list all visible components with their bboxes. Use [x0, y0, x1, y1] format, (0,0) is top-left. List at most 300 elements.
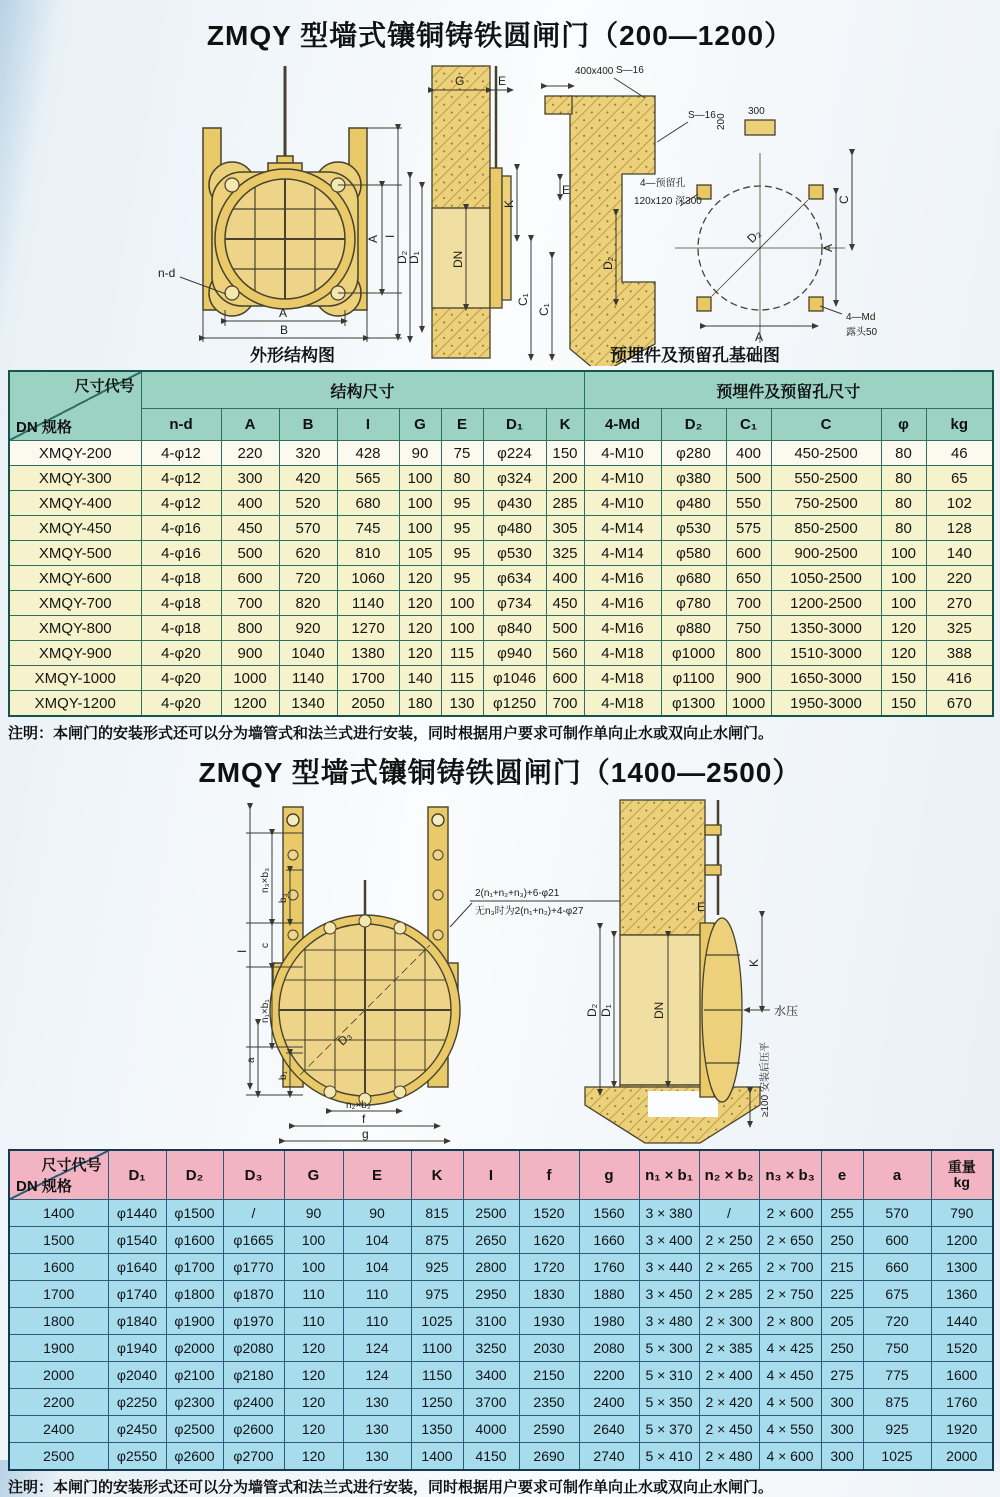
- table-cell: 400: [221, 491, 279, 516]
- table-cell: 115: [441, 641, 483, 666]
- table-cell: 2000: [931, 1443, 993, 1471]
- corner-top-label: 尺寸代号: [74, 378, 135, 395]
- table-cell: 2050: [337, 691, 399, 717]
- dim-D1-2: D₁: [599, 1004, 613, 1017]
- table-cell: 4-φ20: [141, 666, 221, 691]
- table-cell: 850-2500: [771, 516, 881, 541]
- table-cell: 300: [821, 1416, 863, 1443]
- table-cell: 46: [926, 441, 993, 466]
- table-cell: 2690: [519, 1443, 579, 1471]
- table-cell: 250: [821, 1335, 863, 1362]
- table-cell: 120: [881, 616, 926, 641]
- table-cell: 4-M16: [584, 591, 661, 616]
- front-view-drawing: [203, 66, 367, 316]
- table-cell: 1360: [931, 1281, 993, 1308]
- table-cell: 975: [411, 1281, 463, 1308]
- table-cell: 700: [726, 591, 771, 616]
- table-cell: 90: [399, 441, 441, 466]
- table-cell: 1040: [279, 641, 337, 666]
- label-loutou50: 露头50: [846, 327, 878, 338]
- table-cell: 1900: [9, 1335, 108, 1362]
- dim-n2b2: n₂×b₂: [346, 1100, 371, 1111]
- table-cell: 750-2500: [771, 491, 881, 516]
- dim-400x400: 400x400: [575, 66, 614, 77]
- page-title-1: ZMQY 型墙式镶铜铸铁圆闸门（200—1200）: [206, 20, 794, 51]
- table-cell: 600: [546, 666, 584, 691]
- dim-A-found-right: A: [821, 243, 835, 252]
- table-cell: 140: [926, 541, 993, 566]
- col-header: n₁ × b₁: [639, 1150, 699, 1200]
- table-cell: 110: [284, 1281, 343, 1308]
- table-cell: 1880: [579, 1281, 639, 1308]
- table-row: [9, 1443, 993, 1471]
- table-cell: 1520: [931, 1335, 993, 1362]
- table-cell: 4-M14: [584, 516, 661, 541]
- dim-f: f: [362, 1112, 366, 1126]
- table-cell: 1250: [411, 1389, 463, 1416]
- table-row: [9, 666, 993, 691]
- table-cell: 275: [821, 1362, 863, 1389]
- table-cell: 4-M18: [584, 691, 661, 717]
- table-cell: 130: [343, 1443, 411, 1471]
- dim-DN-side: DN: [451, 250, 465, 268]
- table-cell: φ1640: [108, 1254, 166, 1281]
- table-cell: 1800: [9, 1308, 108, 1335]
- col-header: E: [441, 409, 483, 441]
- table-cell: 120: [399, 641, 441, 666]
- dim-b1: b₁: [278, 1071, 289, 1080]
- table-cell: 4-φ12: [141, 441, 221, 466]
- dim-A-right: A: [366, 234, 380, 243]
- table-cell: 428: [337, 441, 399, 466]
- col-header: D₂: [166, 1150, 223, 1200]
- col-header: f: [519, 1150, 579, 1200]
- table-cell: φ530: [483, 541, 546, 566]
- table-cell: 120: [399, 566, 441, 591]
- table-cell: 90: [284, 1200, 343, 1227]
- table-cell: 1760: [931, 1389, 993, 1416]
- table-cell: 1760: [579, 1254, 639, 1281]
- table-cell: 200: [546, 466, 584, 491]
- note-1: [8, 722, 992, 743]
- table-cell: XMQY-1000: [9, 666, 141, 691]
- dim-200: 200: [716, 113, 727, 130]
- table-cell: φ840: [483, 616, 546, 641]
- table-cell: 1200: [221, 691, 279, 717]
- table-cell: XMQY-700: [9, 591, 141, 616]
- corner-top-label: 尺寸代号: [41, 1157, 102, 1174]
- note-text: 本闸门的安装形式还可以分为墙管式和法兰式进行安装，同时根据用户要求可制作单向止水或双向止水闸门。: [53, 725, 774, 742]
- table-cell: 95: [441, 541, 483, 566]
- table-cell: 420: [279, 466, 337, 491]
- table-cell: 815: [411, 1200, 463, 1227]
- table-cell: 2500: [463, 1200, 519, 1227]
- table-cell: 300: [221, 466, 279, 491]
- table-cell: 2590: [519, 1416, 579, 1443]
- table-cell: 300: [821, 1443, 863, 1471]
- table-row: [9, 1362, 993, 1389]
- table-cell: 925: [411, 1254, 463, 1281]
- table-cell: XMQY-1200: [9, 691, 141, 717]
- table-cell: 2 × 480: [699, 1443, 759, 1471]
- table-cell: 4-M14: [584, 541, 661, 566]
- table-cell: 80: [881, 466, 926, 491]
- table-cell: XMQY-400: [9, 491, 141, 516]
- dim-D1-side: D₁: [407, 251, 421, 264]
- table-row: [9, 441, 993, 466]
- table-cell: φ1800: [166, 1281, 223, 1308]
- table-cell: φ1440: [108, 1200, 166, 1227]
- table-cell: φ2040: [108, 1362, 166, 1389]
- table-cell: 4-M16: [584, 616, 661, 641]
- col-header: D₁: [483, 409, 546, 441]
- dim-C1-found: C₁: [537, 303, 551, 316]
- table-cell: 2 × 400: [699, 1362, 759, 1389]
- col-header: e: [821, 1150, 863, 1200]
- table-cell: φ1250: [483, 691, 546, 717]
- table-cell: 205: [821, 1308, 863, 1335]
- caption-foundation: 预埋件及预留孔基础图: [610, 346, 780, 365]
- table-cell: /: [699, 1200, 759, 1227]
- table-cell: 128: [926, 516, 993, 541]
- table-cell: 4 × 450: [759, 1362, 821, 1389]
- table-cell: φ1740: [108, 1281, 166, 1308]
- table-cell: 80: [881, 441, 926, 466]
- dim-n-d: n-d: [158, 266, 176, 280]
- table-cell: 875: [863, 1389, 931, 1416]
- table-cell: 4-φ20: [141, 641, 221, 666]
- table-cell: 1000: [221, 666, 279, 691]
- table-row: [9, 516, 993, 541]
- table-cell: 120: [284, 1443, 343, 1471]
- col-header: φ: [881, 409, 926, 441]
- table-cell: 1600: [931, 1362, 993, 1389]
- caption-outline: 外形结构图: [250, 346, 335, 365]
- table-cell: 4-φ16: [141, 516, 221, 541]
- table-cell: 650: [726, 566, 771, 591]
- col-header: D₂: [661, 409, 726, 441]
- table-cell: 4-M18: [584, 666, 661, 691]
- spec-table-1400-2500: [8, 1149, 994, 1471]
- table-cell: 105: [399, 541, 441, 566]
- dim-DN-2: DN: [652, 1001, 666, 1019]
- table-cell: 270: [926, 591, 993, 616]
- table-row: [9, 1335, 993, 1362]
- table-cell: XMQY-500: [9, 541, 141, 566]
- corner-bottom-label: DN 规格: [16, 1178, 72, 1195]
- corner-header-1: [9, 371, 141, 441]
- table-cell: 1400: [411, 1443, 463, 1471]
- dim-n3b3: n₃×b₃: [260, 867, 271, 893]
- table-cell: 450-2500: [771, 441, 881, 466]
- table-cell: 140: [399, 666, 441, 691]
- table-cell: 80: [881, 491, 926, 516]
- table-cell: φ1940: [108, 1335, 166, 1362]
- table-cell: 1620: [519, 1227, 579, 1254]
- table-cell: 800: [726, 641, 771, 666]
- table-cell: 100: [284, 1254, 343, 1281]
- table-cell: 720: [863, 1308, 931, 1335]
- table-cell: 1600: [9, 1254, 108, 1281]
- table-cell: φ2300: [166, 1389, 223, 1416]
- table-cell: 1700: [337, 666, 399, 691]
- col-header: D₃: [223, 1150, 284, 1200]
- table-cell: 700: [221, 591, 279, 616]
- table-cell: 130: [343, 1416, 411, 1443]
- table-cell: 4 × 425: [759, 1335, 821, 1362]
- table-cell: 925: [863, 1416, 931, 1443]
- table-cell: 1830: [519, 1281, 579, 1308]
- dim-D2-2: D₂: [585, 1003, 599, 1017]
- table-cell: 120: [284, 1362, 343, 1389]
- dim-D2-circle: D₂: [744, 226, 764, 246]
- annotation-bolts-2: 无n₃时为2(n₁+n₂)+4-φ27: [475, 906, 584, 917]
- col-header: E: [343, 1150, 411, 1200]
- table-cell: 500: [221, 541, 279, 566]
- table-cell: φ1500: [166, 1200, 223, 1227]
- table-cell: 575: [726, 516, 771, 541]
- table-cell: 150: [881, 691, 926, 717]
- table-cell: φ1600: [166, 1227, 223, 1254]
- table-cell: 4000: [463, 1416, 519, 1443]
- label-install-flat: ≥100 安装后压平: [760, 1042, 771, 1117]
- col-header: D₁: [108, 1150, 166, 1200]
- dim-K-2: K: [747, 958, 761, 967]
- table-cell: φ1300: [661, 691, 726, 717]
- table-cell: 150: [546, 441, 584, 466]
- table-cell: 3100: [463, 1308, 519, 1335]
- table-cell: φ2600: [166, 1443, 223, 1471]
- table-cell: XMQY-600: [9, 566, 141, 591]
- table-cell: φ2400: [223, 1389, 284, 1416]
- table-cell: φ280: [661, 441, 726, 466]
- table-cell: 1000: [726, 691, 771, 717]
- dim-D2-side: D₂: [395, 250, 409, 264]
- table-cell: φ324: [483, 466, 546, 491]
- table-cell: φ430: [483, 491, 546, 516]
- table-cell: 3400: [463, 1362, 519, 1389]
- table-cell: 3 × 480: [639, 1308, 699, 1335]
- table-cell: 3 × 450: [639, 1281, 699, 1308]
- table-row: [9, 1281, 993, 1308]
- col-header: B: [279, 409, 337, 441]
- table-cell: 2800: [463, 1254, 519, 1281]
- table-cell: 300: [821, 1389, 863, 1416]
- table-cell: 100: [441, 616, 483, 641]
- table-cell: φ380: [661, 466, 726, 491]
- note-text: 本闸门的安装形式还可以分为墙管式和法兰式进行安装，同时根据用户要求可制作单向止水或双向止水闸门。: [53, 1479, 774, 1496]
- table-cell: 2150: [519, 1362, 579, 1389]
- table-cell: 180: [399, 691, 441, 717]
- table-cell: 80: [881, 516, 926, 541]
- drawing-1400-2500: [0, 795, 1000, 1145]
- note-label: 注明：: [8, 1479, 54, 1496]
- table-row: [9, 541, 993, 566]
- table-cell: 4 × 600: [759, 1443, 821, 1471]
- note-label: 注明：: [8, 725, 54, 742]
- dim-A-found-bottom: A: [755, 330, 764, 344]
- table-cell: 416: [926, 666, 993, 691]
- table-row: [9, 466, 993, 491]
- table-cell: 680: [337, 491, 399, 516]
- table-cell: 1510-3000: [771, 641, 881, 666]
- col-header: 4-Md: [584, 409, 661, 441]
- table-cell: 225: [821, 1281, 863, 1308]
- corner-header-2: [9, 1150, 108, 1200]
- table-cell: 720: [279, 566, 337, 591]
- col-header: K: [546, 409, 584, 441]
- table-cell: 100: [399, 516, 441, 541]
- table-cell: 100: [881, 591, 926, 616]
- table-cell: 120: [284, 1335, 343, 1362]
- table-cell: 65: [926, 466, 993, 491]
- table-cell: 5 × 370: [639, 1416, 699, 1443]
- table-cell: φ2500: [166, 1416, 223, 1443]
- table-cell: 1350-3000: [771, 616, 881, 641]
- table-cell: 450: [221, 516, 279, 541]
- table-cell: 500: [546, 616, 584, 641]
- table-row: [9, 1308, 993, 1335]
- table-cell: 3 × 380: [639, 1200, 699, 1227]
- table-cell: φ1540: [108, 1227, 166, 1254]
- front-view-drawing-2: [270, 807, 460, 1105]
- table-cell: 2 × 450: [699, 1416, 759, 1443]
- table-cell: XMQY-900: [9, 641, 141, 666]
- table-cell: 550-2500: [771, 466, 881, 491]
- side-section-drawing: [432, 66, 511, 358]
- table-cell: 4-φ12: [141, 491, 221, 516]
- label-s16-top: S—16: [616, 65, 644, 76]
- table-cell: 1720: [519, 1254, 579, 1281]
- table-cell: /: [223, 1200, 284, 1227]
- table-cell: 285: [546, 491, 584, 516]
- table-row: [9, 1389, 993, 1416]
- table-cell: 1930: [519, 1308, 579, 1335]
- table-cell: φ2550: [108, 1443, 166, 1471]
- table-cell: φ2450: [108, 1416, 166, 1443]
- table-cell: 2650: [463, 1227, 519, 1254]
- col-header: C: [771, 409, 881, 441]
- table-cell: 700: [546, 691, 584, 717]
- table-cell: 1300: [931, 1254, 993, 1281]
- table-cell: 102: [926, 491, 993, 516]
- table-cell: 660: [863, 1254, 931, 1281]
- table-cell: 124: [343, 1335, 411, 1362]
- table-cell: 790: [931, 1200, 993, 1227]
- table-cell: 110: [284, 1308, 343, 1335]
- table-cell: 215: [821, 1254, 863, 1281]
- table-cell: 320: [279, 441, 337, 466]
- table-cell: 4-φ18: [141, 566, 221, 591]
- table-cell: 250: [821, 1227, 863, 1254]
- table-cell: 2400: [579, 1389, 639, 1416]
- table-cell: 2400: [9, 1416, 108, 1443]
- table-cell: 4-φ16: [141, 541, 221, 566]
- dim-g: g: [362, 1127, 369, 1141]
- table-cell: 745: [337, 516, 399, 541]
- table-cell: φ1900: [166, 1308, 223, 1335]
- table-cell: 100: [881, 541, 926, 566]
- col-header: g: [579, 1150, 639, 1200]
- dim-K: K: [502, 199, 516, 208]
- table-cell: 220: [926, 566, 993, 591]
- dim-I-2: I: [235, 949, 249, 953]
- dim-a: a: [246, 1057, 257, 1063]
- table-cell: 220: [221, 441, 279, 466]
- col-header: G: [284, 1150, 343, 1200]
- table-cell: 1060: [337, 566, 399, 591]
- table-row: [9, 691, 993, 717]
- table-cell: 570: [279, 516, 337, 541]
- table-cell: 110: [343, 1308, 411, 1335]
- weight-label-unit: kg: [953, 1174, 970, 1190]
- side-section-drawing-2: [585, 800, 760, 1143]
- table-cell: 1200-2500: [771, 591, 881, 616]
- label-s16-side: S—16: [688, 110, 716, 121]
- table-cell: 520: [279, 491, 337, 516]
- table-cell: 1920: [931, 1416, 993, 1443]
- figure-structure-200-1200: [0, 58, 1000, 366]
- table-cell: 4-M10: [584, 441, 661, 466]
- table-cell: 100: [441, 591, 483, 616]
- dim-E-found: E: [562, 183, 571, 197]
- table-cell: 1660: [579, 1227, 639, 1254]
- col-header: kg: [926, 409, 993, 441]
- table-cell: 1980: [579, 1308, 639, 1335]
- table-cell: 1340: [279, 691, 337, 717]
- table-cell: 1270: [337, 616, 399, 641]
- annotation-bolts-1: 2(n₁+n₂+n₃)+6-φ21: [475, 888, 560, 899]
- label-4Md: 4—Md: [846, 312, 876, 323]
- table-cell: 104: [343, 1227, 411, 1254]
- table-cell: 670: [926, 691, 993, 717]
- table-cell: XMQY-300: [9, 466, 141, 491]
- table-cell: 920: [279, 616, 337, 641]
- table-cell: 800: [221, 616, 279, 641]
- table-cell: 1700: [9, 1281, 108, 1308]
- table-cell: 5 × 410: [639, 1443, 699, 1471]
- table-cell: 2 × 285: [699, 1281, 759, 1308]
- table-cell: 1100: [411, 1335, 463, 1362]
- table-cell: 4-M16: [584, 566, 661, 591]
- table-row: [9, 641, 993, 666]
- table-cell: 150: [881, 666, 926, 691]
- table-cell: 775: [863, 1362, 931, 1389]
- table-cell: 3 × 400: [639, 1227, 699, 1254]
- table-cell: 115: [441, 666, 483, 691]
- table-cell: 675: [863, 1281, 931, 1308]
- table-cell: 2740: [579, 1443, 639, 1471]
- dim-C1-side: C₁: [516, 293, 530, 306]
- col-header: K: [411, 1150, 463, 1200]
- table-cell: 120: [399, 616, 441, 641]
- table-cell: 2 × 420: [699, 1389, 759, 1416]
- table-cell: 104: [343, 1254, 411, 1281]
- table-cell: 255: [821, 1200, 863, 1227]
- table-cell: 120: [881, 641, 926, 666]
- table-cell: 1350: [411, 1416, 463, 1443]
- table-cell: 2 × 250: [699, 1227, 759, 1254]
- table-cell: 388: [926, 641, 993, 666]
- spec-table-200-1200: [8, 370, 994, 717]
- table-cell: 4150: [463, 1443, 519, 1471]
- table-cell: 124: [343, 1362, 411, 1389]
- figure-structure-1400-2500: [0, 795, 1000, 1145]
- table-cell: 100: [881, 566, 926, 591]
- table-cell: φ2250: [108, 1389, 166, 1416]
- table-row: [9, 1227, 993, 1254]
- table-cell: XMQY-800: [9, 616, 141, 641]
